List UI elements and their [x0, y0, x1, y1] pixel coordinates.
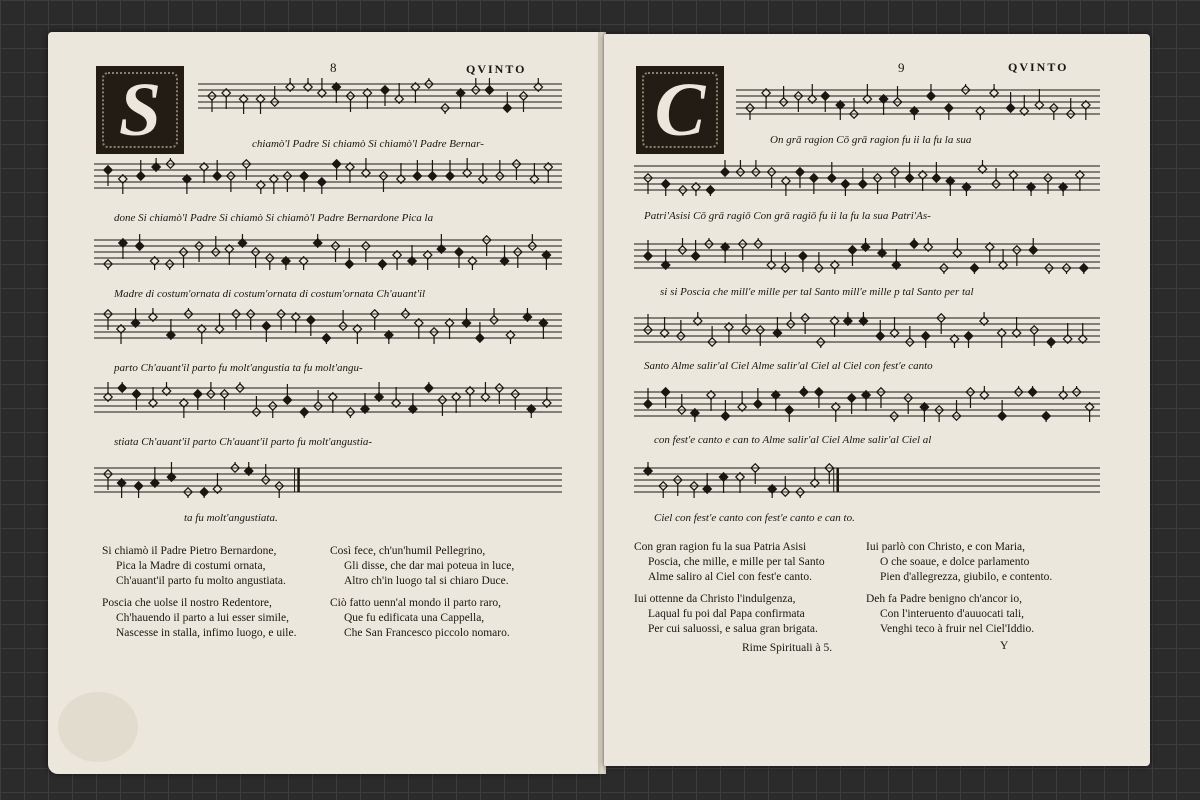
verse-line: Con gran ragion fu la sua Patria Asisi: [634, 541, 807, 553]
verse-line: Poscia, che mille, e mille per tal Santo: [648, 556, 825, 568]
lyric-line: stiata Ch'auant'il parto Ch'auant'il parto fu molt'angustia-: [114, 436, 373, 448]
verse-line: Che San Francesco piccolo nomaro.: [344, 627, 510, 639]
verse-line: Iui ottenne da Christo l'indulgenza,: [634, 593, 796, 605]
music-staff-final: [634, 462, 1100, 498]
lyric-line: Patri'Asisi Cō grā ragiō Con grā ragiō fu ii la fu la sua Patri'As-: [644, 210, 931, 222]
verse-stanza: [866, 592, 1034, 637]
music-staff: [736, 84, 1100, 120]
verse-line: Ch'hauendo il parto a lui esser simile,: [116, 612, 289, 624]
verse-line: Così fece, ch'un'humil Pellegrino,: [330, 545, 486, 557]
verse-stanza: [866, 540, 1052, 585]
verse-line: Con l'interuento d'auuocati tali,: [880, 608, 1025, 620]
verse-stanza: [330, 596, 510, 641]
music-staff: [634, 312, 1100, 348]
music-staff: [94, 234, 562, 270]
voice-label: QVINTO: [466, 62, 527, 76]
music-staff: [634, 386, 1100, 422]
music-staff: [634, 238, 1100, 274]
verse-line: Poscia che uolse il nostro Redentore,: [102, 597, 272, 609]
verse-line: Si chiamò il Padre Pietro Bernardone,: [102, 545, 277, 557]
page-number: 9: [898, 60, 905, 75]
music-staff: [198, 78, 562, 114]
signature-mark: Y: [1000, 640, 1009, 652]
verse-line: Deh fa Padre benigno ch'ancor io,: [866, 593, 1022, 605]
music-staff: [94, 308, 562, 344]
lyric-line: Madre di costum'ornata di costum'ornata di costum'ornata Ch'auant'il: [114, 288, 426, 300]
decorated-initial: S: [96, 66, 184, 154]
lyric-line: done Si chiamò'l Padre Si chiamò Si chiamò'l Padre Bernardone Pica la: [114, 212, 434, 224]
verse-line: Alme saliro al Ciel con fest'e canto.: [648, 571, 812, 583]
lyric-line: On grā ragion Cō grā ragion fu ii la fu la sua: [770, 134, 972, 146]
verse-stanza: [330, 544, 514, 589]
lyric-line: Ciel con fest'e canto con fest'e canto e can to.: [654, 512, 855, 524]
verse-line: Venghi teco à fruir nel Ciel'Iddio.: [880, 623, 1035, 635]
voice-label: QVINTO: [1008, 60, 1069, 74]
paper-stain: [58, 692, 138, 762]
music-staff: [94, 158, 562, 194]
lyric-line: ta fu molt'angustiata.: [184, 512, 278, 524]
verse-line: Nascesse in stalla, infimo luogo, e uile.: [116, 627, 297, 639]
lyric-line: con fest'e canto e can to Alme salir'al Ciel Alme salir'al Ciel al: [654, 434, 932, 446]
verse-line: Laqual fu poi dal Papa confirmata: [648, 608, 805, 620]
verse-line: Per cui saluossi, e salua gran brigata.: [648, 623, 818, 635]
page-number: 8: [330, 60, 337, 75]
verse-line: Pien d'allegrezza, giubilo, e contento.: [880, 571, 1053, 583]
lyric-line: chiamò'l Padre Si chiamò Si chiamò'l Padre Bernar-: [252, 138, 484, 150]
left-page: [48, 32, 600, 774]
verse-line: Que fu edificata una Cappella,: [344, 612, 485, 624]
verse-stanza: [102, 596, 296, 641]
verse-line: Pica la Madre di costumi ornata,: [116, 560, 266, 572]
lyric-line: Santo Alme salir'al Ciel Alme salir'al Ciel al Ciel con fest'e canto: [644, 360, 933, 372]
verse-stanza: [634, 540, 825, 585]
verse-line: Altro ch'in luogo tal si chiaro Duce.: [344, 575, 509, 587]
music-staff-final: [94, 462, 562, 498]
verse-line: Ch'auant'il parto fu molto angustiata.: [116, 575, 286, 587]
footer-title: Rime Spirituali à 5.: [742, 642, 833, 654]
verse-line: Ciò fatto uenn'al mondo il parto raro,: [330, 597, 502, 609]
music-staff: [94, 382, 562, 418]
right-page: [604, 34, 1150, 766]
verse-line: O che soaue, e dolce parlamento: [880, 556, 1030, 568]
lyric-line: si si Poscia che mill'e mille per tal Santo mill'e mille p tal Santo per tal: [660, 286, 974, 298]
verse-stanza: [634, 592, 818, 637]
verse-stanza: [102, 544, 286, 589]
verse-line: Gli disse, che dar mai poteua in luce,: [344, 560, 515, 572]
decorated-initial: C: [636, 66, 724, 154]
verse-line: Iui parlò con Christo, e con Maria,: [866, 541, 1026, 553]
music-staff: [634, 160, 1100, 196]
lyric-line: parto Ch'auant'il parto fu molt'angustia ta fu molt'angu-: [114, 362, 363, 374]
